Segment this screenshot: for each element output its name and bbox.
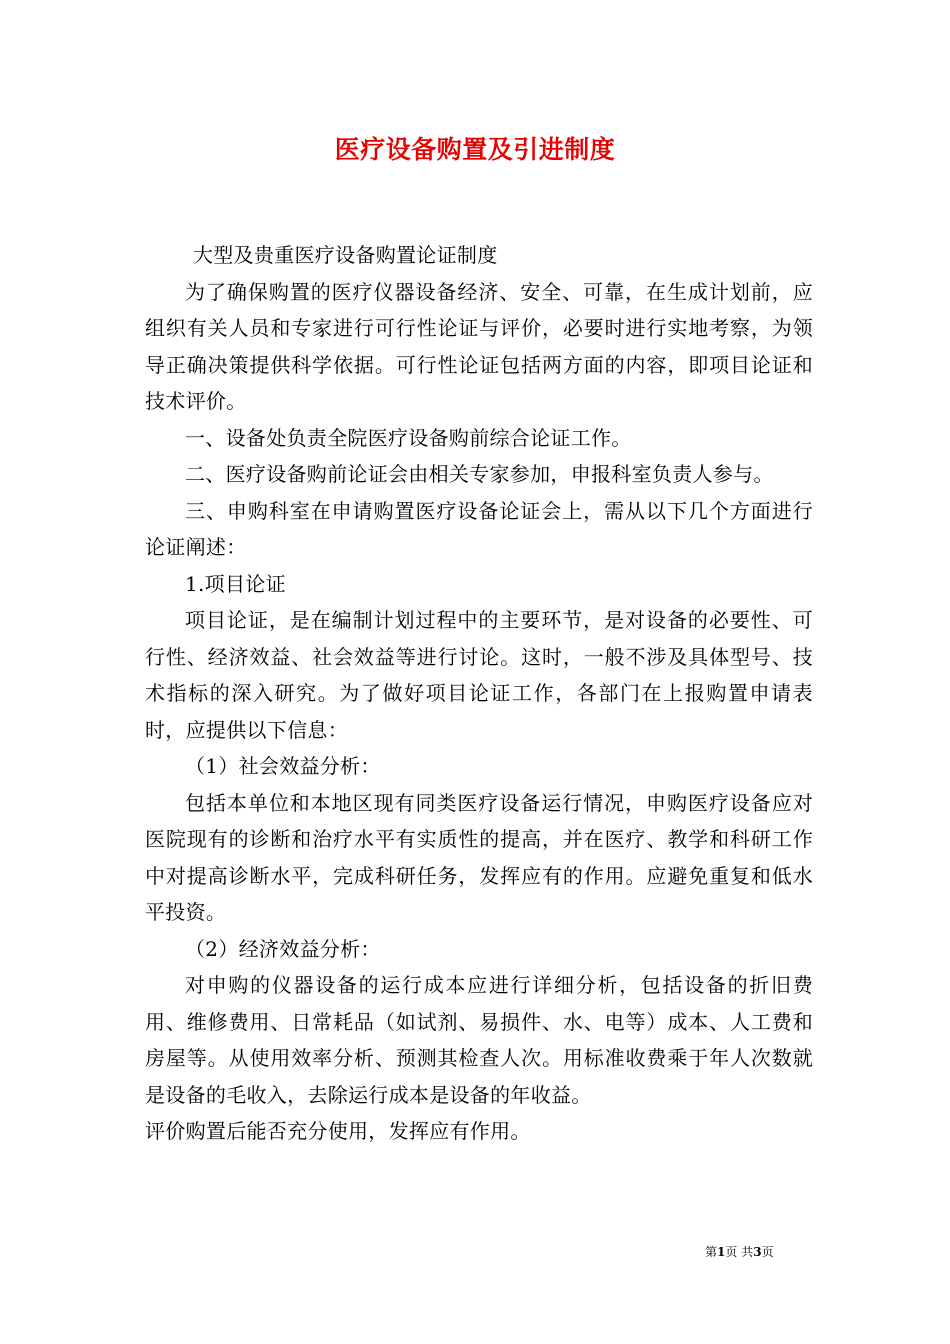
paragraph-intro: 为了确保购置的医疗仪器设备经济、安全、可靠，在生成计划前，应组织有关人员和专家进行可行性论证与评价，必要时进行实地考察，为领导正确决策提供科学依据。可行性论证包括两方面的内容，即项目论证和技术评价。 xyxy=(145,279,813,413)
footer-prefix: 第 xyxy=(705,1245,718,1259)
sub-item-social: （1）社会效益分析： xyxy=(185,754,381,778)
footer-middle: 页 共 xyxy=(725,1245,754,1259)
paragraph-social: 包括本单位和本地区现有同类医疗设备运行情况，申购医疗设备应对医院现有的诊断和治疗水平有实质性的提高，并在医疗、教学和科研工作中对提高诊断水平，完成科研任务，发挥应有的作用。应避免重复和低水平投资。 xyxy=(145,790,813,924)
paragraph-project: 项目论证，是在编制计划过程中的主要环节，是对设备的必要性、可行性、经济效益、社会效益等进行讨论。这时，一般不涉及具体型号、技术指标的深入研究。为了做好项目论证工作，各部门在上报购置申请表时，应提供以下信息： xyxy=(145,608,813,742)
footer-suffix: 页 xyxy=(761,1245,774,1259)
page-number xyxy=(705,1244,774,1260)
section-heading: 大型及贵重医疗设备购置论证制度 xyxy=(193,243,498,267)
paragraph-economic: 对申购的仪器设备的运行成本应进行详细分析，包括设备的折旧费用、维修费用、日常耗品（如试剂、易损件、水、电等）成本、人工费和房屋等。从使用效率分析、预测其检查人次。用标准收费乘于年人次数就是设备的毛收入，去除运行成本是设备的年收益。 xyxy=(145,973,813,1107)
subsection-heading: 1.项目论证 xyxy=(185,571,286,596)
current-page: 1 xyxy=(717,1245,726,1259)
list-item-2: 二、医疗设备购前论证会由相关专家参加，申报科室负责人参与。 xyxy=(185,462,774,486)
document-title: 医疗设备购置及引进制度 xyxy=(334,135,616,164)
paragraph-evaluation: 评价购置后能否充分使用，发挥应有作用。 xyxy=(145,1119,531,1143)
list-item-3: 三、申购科室在申请购置医疗设备论证会上，需从以下几个方面进行论证阐述： xyxy=(145,498,813,559)
total-pages: 3 xyxy=(753,1245,762,1259)
sub-item-economic: （2）经济效益分析： xyxy=(185,936,381,961)
list-item-1: 一、设备处负责全院医疗设备购前综合论证工作。 xyxy=(185,425,632,450)
document-body xyxy=(145,237,813,1150)
